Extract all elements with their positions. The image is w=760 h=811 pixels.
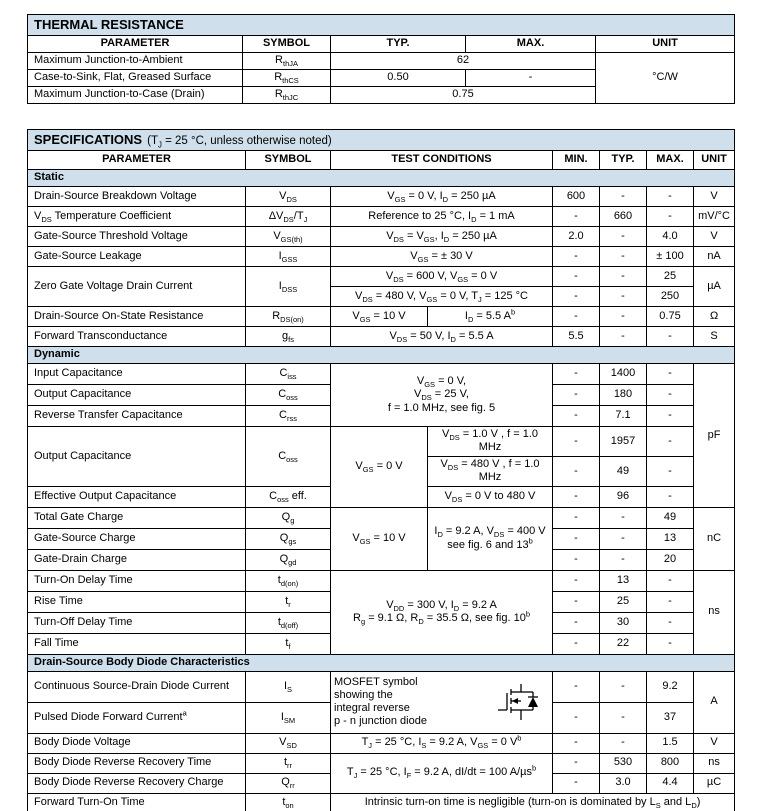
table-row <box>28 327 735 347</box>
unit-cell: °C/W <box>596 53 735 104</box>
symbol-cell: $R_{thJC}$ <box>243 87 331 104</box>
table-row <box>28 507 735 528</box>
specifications-table <box>27 129 735 811</box>
symbol-cell: $V_{DS}$ <box>246 187 331 207</box>
max-cell: - <box>647 427 694 457</box>
note-cell: Intrinsic turn-on time is negligible (turn-on is dominated by $L_S$ and $L_D$) <box>331 793 735 811</box>
unit-cell: µA <box>694 267 735 307</box>
tc-cell: Reference to 25 °C, $I_D = 1$ mA <box>331 207 553 227</box>
symbol-cell: $t_f$ <box>246 633 331 654</box>
tc-cell <box>331 671 553 733</box>
tc-line: $V_{GS} = 0$ V, <box>416 374 467 390</box>
min-cell: - <box>553 528 600 549</box>
max-cell: - <box>647 456 694 486</box>
thermal-table-title: THERMAL RESISTANCE <box>28 15 735 36</box>
typ-cell: - <box>600 227 647 247</box>
typ-cell: 22 <box>600 633 647 654</box>
tc-cell: $T_J = 25$ °C, $I_F = 9.2$ A, dI/dt = 100 A/µs$^b$ <box>331 753 553 793</box>
unit-cell: nA <box>694 247 735 267</box>
mosfet-symbol-icon <box>496 682 542 722</box>
typ-cell: - <box>600 671 647 702</box>
tc-cell: $V_{DS} = 0$ V to 480 V <box>428 486 553 507</box>
param-cell: Body Diode Reverse Recovery Time <box>28 753 246 773</box>
param-cell: Rise Time <box>28 591 246 612</box>
symbol-cell: $C_{oss}$ eff. <box>246 486 331 507</box>
table-row <box>28 151 735 170</box>
param-cell: Fall Time <box>28 633 246 654</box>
tc-line: f = 1.0 MHz, see fig. 5 <box>387 401 496 414</box>
max-cell: 800 <box>647 753 694 773</box>
tc-cell <box>331 364 553 427</box>
min-cell: - <box>553 773 600 793</box>
symbol-cell: $C_{oss}$ <box>246 427 331 487</box>
tc-cell <box>331 570 553 654</box>
param-cell: Maximum Junction-to-Case (Drain) <box>28 87 243 104</box>
symbol-cell: $Q_{gd}$ <box>246 549 331 570</box>
max-cell: ± 100 <box>647 247 694 267</box>
table-header-cell: PARAMETER <box>28 36 243 53</box>
max-cell: - <box>647 207 694 227</box>
param-cell: Total Gate Charge <box>28 507 246 528</box>
max-cell: - <box>647 612 694 633</box>
value-cell: 62 <box>331 53 596 70</box>
tc-cell: $V_{DS} = 600$ V, $V_{GS} = 0$ V <box>331 267 553 287</box>
tc-cell <box>428 507 553 570</box>
tc-cell: $V_{GS}$ = ± 30 V <box>331 247 553 267</box>
symbol-cell: $t_{d(on)}$ <box>246 570 331 591</box>
min-cell: - <box>553 633 600 654</box>
tc-line: showing the <box>334 689 393 702</box>
param-cell: Effective Output Capacitance <box>28 486 246 507</box>
min-cell: - <box>553 307 600 327</box>
symbol-cell: $R_{thCS}$ <box>243 70 331 87</box>
symbol-cell: $R_{DS(on)}$ <box>246 307 331 327</box>
param-cell: Turn-On Delay Time <box>28 570 246 591</box>
min-cell: - <box>553 427 600 457</box>
min-cell: - <box>553 207 600 227</box>
table-row <box>28 207 735 227</box>
min-cell: 600 <box>553 187 600 207</box>
tc-line: integral reverse <box>334 702 410 715</box>
tc-line: $V_{DS} = 25$ V, <box>414 388 469 403</box>
symbol-cell: $\Delta V_{DS}/T_J$ <box>246 207 331 227</box>
tc-line: MOSFET symbol <box>334 676 418 689</box>
param-cell: Forward Transconductance <box>28 327 246 347</box>
table-row <box>28 427 735 457</box>
symbol-cell: $Q_{rr}$ <box>246 773 331 793</box>
min-cell: - <box>553 671 600 702</box>
tc-cell: $V_{DS} = 50$ V, $I_D = 5.5$ A <box>331 327 553 347</box>
table-row <box>28 307 735 327</box>
max-cell: 37 <box>647 702 694 733</box>
typ-cell: 49 <box>600 456 647 486</box>
param-cell: Continuous Source-Drain Diode Current <box>28 671 246 702</box>
unit-cell: S <box>694 327 735 347</box>
table-row <box>28 130 735 151</box>
min-cell: - <box>553 702 600 733</box>
table-row <box>28 15 735 36</box>
table-row <box>28 53 735 70</box>
min-cell: - <box>553 406 600 427</box>
table-row <box>28 36 735 53</box>
max-cell: - <box>647 570 694 591</box>
table-row <box>28 364 735 385</box>
param-cell: Case-to-Sink, Flat, Greased Surface <box>28 70 243 87</box>
table-row <box>28 793 735 811</box>
value-cell: 0.75 <box>331 87 596 104</box>
symbol-cell: $t_{d(off)}$ <box>246 612 331 633</box>
min-cell: - <box>553 364 600 385</box>
min-cell: - <box>553 753 600 773</box>
max-cell: - <box>647 327 694 347</box>
typ-cell: - <box>600 287 647 307</box>
max-cell: 1.5 <box>647 733 694 753</box>
param-cell: Gate-Source Threshold Voltage <box>28 227 246 247</box>
table-row <box>28 170 735 187</box>
table-row <box>28 654 735 671</box>
param-cell: Zero Gate Voltage Drain Current <box>28 267 246 307</box>
max-cell: - <box>647 486 694 507</box>
typ-cell: 7.1 <box>600 406 647 427</box>
symbol-cell: $Q_{gs}$ <box>246 528 331 549</box>
param-cell: Pulsed Diode Forward Current$^a$ <box>28 702 246 733</box>
unit-cell: pF <box>694 364 735 508</box>
typ-cell: - <box>600 507 647 528</box>
max-cell: 0.75 <box>647 307 694 327</box>
max-cell: 25 <box>647 267 694 287</box>
symbol-cell: $I_{DSS}$ <box>246 267 331 307</box>
typ-cell: 660 <box>600 207 647 227</box>
max-cell: - <box>647 385 694 406</box>
unit-cell: V <box>694 733 735 753</box>
table-row <box>28 671 735 702</box>
table-row <box>28 267 735 287</box>
min-cell: - <box>553 507 600 528</box>
table-row <box>28 187 735 207</box>
typ-cell: - <box>600 549 647 570</box>
table-row <box>28 753 735 773</box>
typ-cell: 96 <box>600 486 647 507</box>
typ-cell: 3.0 <box>600 773 647 793</box>
table-header-cell: SYMBOL <box>246 151 331 170</box>
param-cell: Gate-Source Leakage <box>28 247 246 267</box>
table-header-cell: MAX. <box>466 36 596 53</box>
param-cell: Output Capacitance <box>28 427 246 487</box>
param-cell: $V_{DS}$ Temperature Coefficient <box>28 207 246 227</box>
typ-cell: - <box>600 528 647 549</box>
max-cell: 250 <box>647 287 694 307</box>
section-band-static: Static <box>28 170 735 187</box>
param-cell: Body Diode Voltage <box>28 733 246 753</box>
max-cell: - <box>647 187 694 207</box>
symbol-cell: $C_{rss}$ <box>246 406 331 427</box>
unit-cell: ns <box>694 753 735 773</box>
param-cell: Turn-Off Delay Time <box>28 612 246 633</box>
typ-cell: 530 <box>600 753 647 773</box>
table-header-cell: TEST CONDITIONS <box>331 151 553 170</box>
typ-cell: - <box>600 327 647 347</box>
table-header-cell: TYP. <box>331 36 466 53</box>
table-header-cell: TYP. <box>600 151 647 170</box>
unit-cell: ns <box>694 570 735 654</box>
max-cell: 4.4 <box>647 773 694 793</box>
min-cell: - <box>553 247 600 267</box>
typ-cell: - <box>600 247 647 267</box>
unit-cell: A <box>694 671 735 733</box>
tc-cell: $I_D = 5.5$ $A^b$ <box>428 307 553 327</box>
tc-line: $R_g = 9.1$ Ω, $R_D = 35.5$ Ω, see fig. 10$^b$ <box>353 609 530 627</box>
max-cell: 20 <box>647 549 694 570</box>
param-cell: Maximum Junction-to-Ambient <box>28 53 243 70</box>
min-cell: 2.0 <box>553 227 600 247</box>
tc-cell: $V_{DS} = 480$ V , f = 1.0 MHz <box>428 456 553 486</box>
min-cell: - <box>553 486 600 507</box>
param-cell: Drain-Source On-State Resistance <box>28 307 246 327</box>
typ-cell: 1400 <box>600 364 647 385</box>
param-cell: Input Capacitance <box>28 364 246 385</box>
symbol-cell: $R_{thJA}$ <box>243 53 331 70</box>
table-row <box>28 570 735 591</box>
param-cell: Reverse Transfer Capacitance <box>28 406 246 427</box>
table-row <box>28 247 735 267</box>
typ-cell: 25 <box>600 591 647 612</box>
symbol-cell: $t_{rr}$ <box>246 753 331 773</box>
tc-line: see fig. 6 and 13$^b$ <box>447 535 533 551</box>
thermal-resistance-table <box>27 14 735 104</box>
min-cell: - <box>553 385 600 406</box>
symbol-cell: $I_S$ <box>246 671 331 702</box>
param-cell: Output Capacitance <box>28 385 246 406</box>
tc-line: p - n junction diode <box>334 715 427 728</box>
unit-cell: nC <box>694 507 735 570</box>
max-cell: 49 <box>647 507 694 528</box>
specs-title-text: SPECIFICATIONS <box>34 131 143 147</box>
symbol-cell: $C_{oss}$ <box>246 385 331 406</box>
max-cell: - <box>647 633 694 654</box>
typ-cell: - <box>600 733 647 753</box>
table-header-cell: PARAMETER <box>28 151 246 170</box>
specs-title-note: ($T_J = 25$ °C, unless otherwise noted) <box>147 134 332 150</box>
max-cell: 13 <box>647 528 694 549</box>
min-cell: - <box>553 287 600 307</box>
tc-cell: $V_{GS} = 10$ V <box>331 507 428 570</box>
symbol-cell: $C_{iss}$ <box>246 364 331 385</box>
max-cell: 4.0 <box>647 227 694 247</box>
tc-line: $V_{DD} = 300$ V, $I_D = 9.2$ A <box>386 598 497 613</box>
typ-cell: 30 <box>600 612 647 633</box>
tc-cell: $V_{GS} = 0$ V <box>331 427 428 508</box>
specs-table-title <box>28 130 735 151</box>
min-cell: - <box>553 456 600 486</box>
tc-cell: $V_{GS} = 0$ V, $I_D = 250$ µA <box>331 187 553 207</box>
symbol-cell: $Q_g$ <box>246 507 331 528</box>
table-header-cell: SYMBOL <box>243 36 331 53</box>
typ-cell: - <box>600 267 647 287</box>
typ-cell: 1957 <box>600 427 647 457</box>
symbol-cell: $t_r$ <box>246 591 331 612</box>
param-cell: Drain-Source Breakdown Voltage <box>28 187 246 207</box>
tc-cell: $T_J = 25$ °C, $I_S = 9.2$ A, $V_{GS} = 0$ $V^b$ <box>331 733 553 753</box>
symbol-cell: $I_{SM}$ <box>246 702 331 733</box>
diode-tc-content <box>331 675 552 729</box>
typ-cell: - <box>600 307 647 327</box>
param-cell: Gate-Drain Charge <box>28 549 246 570</box>
unit-cell: V <box>694 227 735 247</box>
section-band-diode: Drain-Source Body Diode Characteristics <box>28 654 735 671</box>
max-cell: 9.2 <box>647 671 694 702</box>
param-cell: Forward Turn-On Time <box>28 793 246 811</box>
typ-cell: 13 <box>600 570 647 591</box>
section-band-dynamic: Dynamic <box>28 347 735 364</box>
table-row <box>28 347 735 364</box>
table-header-cell: MAX. <box>647 151 694 170</box>
tc-cell: $V_{DS} = V_{GS}$, $I_D = 250$ µA <box>331 227 553 247</box>
table-row <box>28 733 735 753</box>
typ-cell: 180 <box>600 385 647 406</box>
param-cell: Body Diode Reverse Recovery Charge <box>28 773 246 793</box>
unit-cell: V <box>694 187 735 207</box>
unit-cell: mV/°C <box>694 207 735 227</box>
min-cell: - <box>553 549 600 570</box>
tc-cell: $V_{GS} = 10$ V <box>331 307 428 327</box>
min-cell: - <box>553 733 600 753</box>
symbol-cell: $V_{SD}$ <box>246 733 331 753</box>
table-header-cell: UNIT <box>596 36 735 53</box>
symbol-cell: $g_{fs}$ <box>246 327 331 347</box>
symbol-cell: $V_{GS(th)}$ <box>246 227 331 247</box>
table-spacer <box>27 104 734 129</box>
diode-tc-text <box>334 676 427 728</box>
min-cell: - <box>553 612 600 633</box>
min-cell: - <box>553 570 600 591</box>
min-cell: - <box>553 591 600 612</box>
tc-cell: $V_{DS} = 1.0$ V , f = 1.0 MHz <box>428 427 553 457</box>
max-cell: - <box>647 406 694 427</box>
typ-cell: - <box>600 702 647 733</box>
table-row <box>28 227 735 247</box>
typ-cell: - <box>600 187 647 207</box>
typ-cell: 0.50 <box>331 70 466 87</box>
tc-cell: $V_{DS} = 480$ V, $V_{GS} = 0$ V, $T_J = 125$ °C <box>331 287 553 307</box>
symbol-cell: $I_{GSS}$ <box>246 247 331 267</box>
max-cell: - <box>466 70 596 87</box>
table-header-cell: UNIT <box>694 151 735 170</box>
param-cell: Gate-Source Charge <box>28 528 246 549</box>
max-cell: - <box>647 591 694 612</box>
min-cell: - <box>553 267 600 287</box>
min-cell: 5.5 <box>553 327 600 347</box>
tc-line: $I_D = 9.2$ A, $V_{DS} = 400$ V <box>434 525 546 540</box>
max-cell: - <box>647 364 694 385</box>
unit-cell: Ω <box>694 307 735 327</box>
symbol-cell: $t_{on}$ <box>246 793 331 811</box>
table-header-cell: MIN. <box>553 151 600 170</box>
unit-cell: µC <box>694 773 735 793</box>
